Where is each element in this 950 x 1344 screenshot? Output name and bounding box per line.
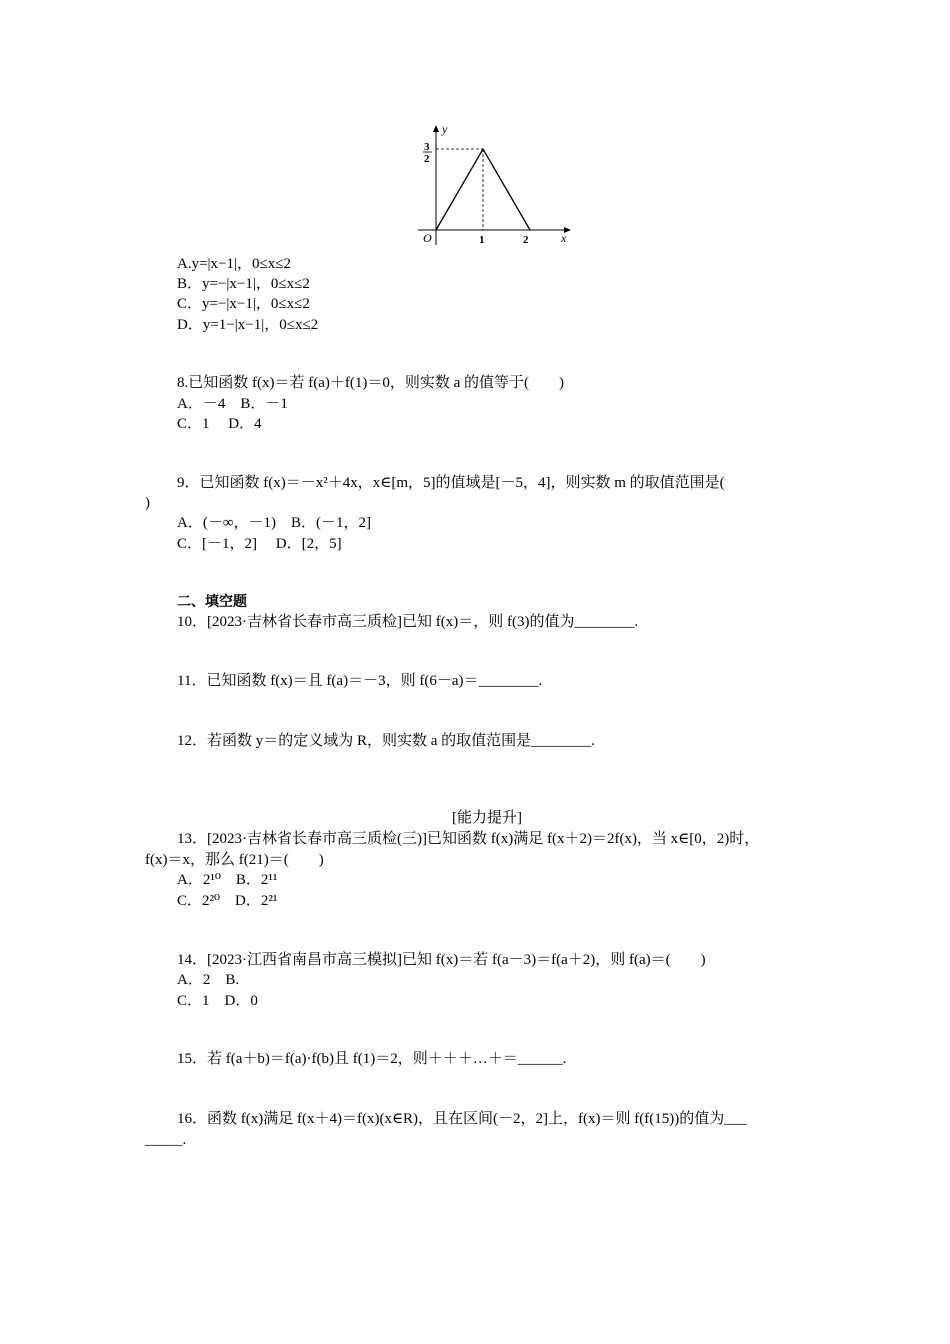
q7-option-c: C．y=−|x−1|，0≤x≤2 — [177, 296, 310, 312]
q13-options-row1: A．2¹⁰ B．2¹¹ — [177, 872, 278, 888]
q8-options-row2: C．1 D．4 — [177, 416, 262, 432]
q14-options-row2: C．1 D．0 — [177, 993, 258, 1009]
q10-text: 10．[2023·吉林省长春市高三质检]已知 f(x)＝，则 f(3)的值为________. — [177, 614, 639, 630]
q11-text: 11．已知函数 f(x)＝且 f(a)＝－3，则 f(6－a)＝________. — [177, 673, 543, 689]
q15-text: 15．若 f(a＋b)＝f(a)·f(b)且 f(1)＝2，则＋＋＋…＋＝______. — [177, 1051, 567, 1067]
q7-option-d: D．y=1−|x−1|，0≤x≤2 — [177, 317, 319, 333]
q16-line2: _____. — [145, 1132, 187, 1148]
q14-options-row1: A．2 B. — [177, 972, 240, 988]
origin-label: O — [423, 231, 432, 245]
q8-stem: 8.已知函数 f(x)＝若 f(a)＋f(1)＝0，则实数 a 的值等于( ) — [177, 375, 565, 391]
q9-options-row1: A．(－∞，－1) B．(－1，2] — [177, 515, 372, 531]
q8-options-row1: A．－4 B．－1 — [177, 396, 288, 412]
q16-line1: 16．函数 f(x)满足 f(x＋4)＝f(x)(x∈R)，且在区间(－2，2]上，f(x)＝则 f(f(15))的值为___ — [177, 1111, 747, 1127]
section-fill-in-title: 二、填空题 — [177, 594, 247, 610]
q9-stem-line2: ) — [145, 495, 150, 511]
y-tick-denominator: 2 — [424, 153, 430, 165]
q13-stem-line2: f(x)＝x，那么 f(21)＝( ) — [145, 852, 324, 868]
q9-options-row2: C．[－1，2] D．[2，5] — [177, 536, 342, 552]
x-axis-label: x — [561, 231, 567, 245]
q12-text: 12．若函数 y＝的定义域为 R，则实数 a 的取值范围是________. — [177, 733, 595, 749]
q13-options-row2: C．2²⁰ D．2²¹ — [177, 893, 278, 909]
ability-section-title: [能力提升] — [452, 810, 522, 826]
q7-option-b: B．y=−|x−1|，0≤x≤2 — [177, 276, 310, 292]
q9-stem-line1: 9．已知函数 f(x)＝－x²＋4x，x∈[m，5]的值域是[－5，4]，则实数 m 的取值范围是( — [177, 475, 725, 491]
function-graph — [410, 120, 580, 250]
x-tick-2: 2 — [523, 234, 529, 246]
q13-stem-line1: 13．[2023·吉林省长春市高三质检(三)]已知函数 f(x)满足 f(x＋2)＝2f(x)，当 x∈[0，2)时， — [177, 831, 760, 847]
x-tick-1: 1 — [479, 234, 485, 246]
q7-option-a: A.y=|x−1|，0≤x≤2 — [177, 256, 291, 272]
y-tick-numerator: 3 — [424, 141, 430, 153]
y-axis-label: y — [442, 122, 448, 136]
q14-stem: 14．[2023·江西省南昌市高三模拟]已知 f(x)＝若 f(a－3)＝f(a＋2)，则 f(a)＝( ) — [177, 952, 706, 968]
